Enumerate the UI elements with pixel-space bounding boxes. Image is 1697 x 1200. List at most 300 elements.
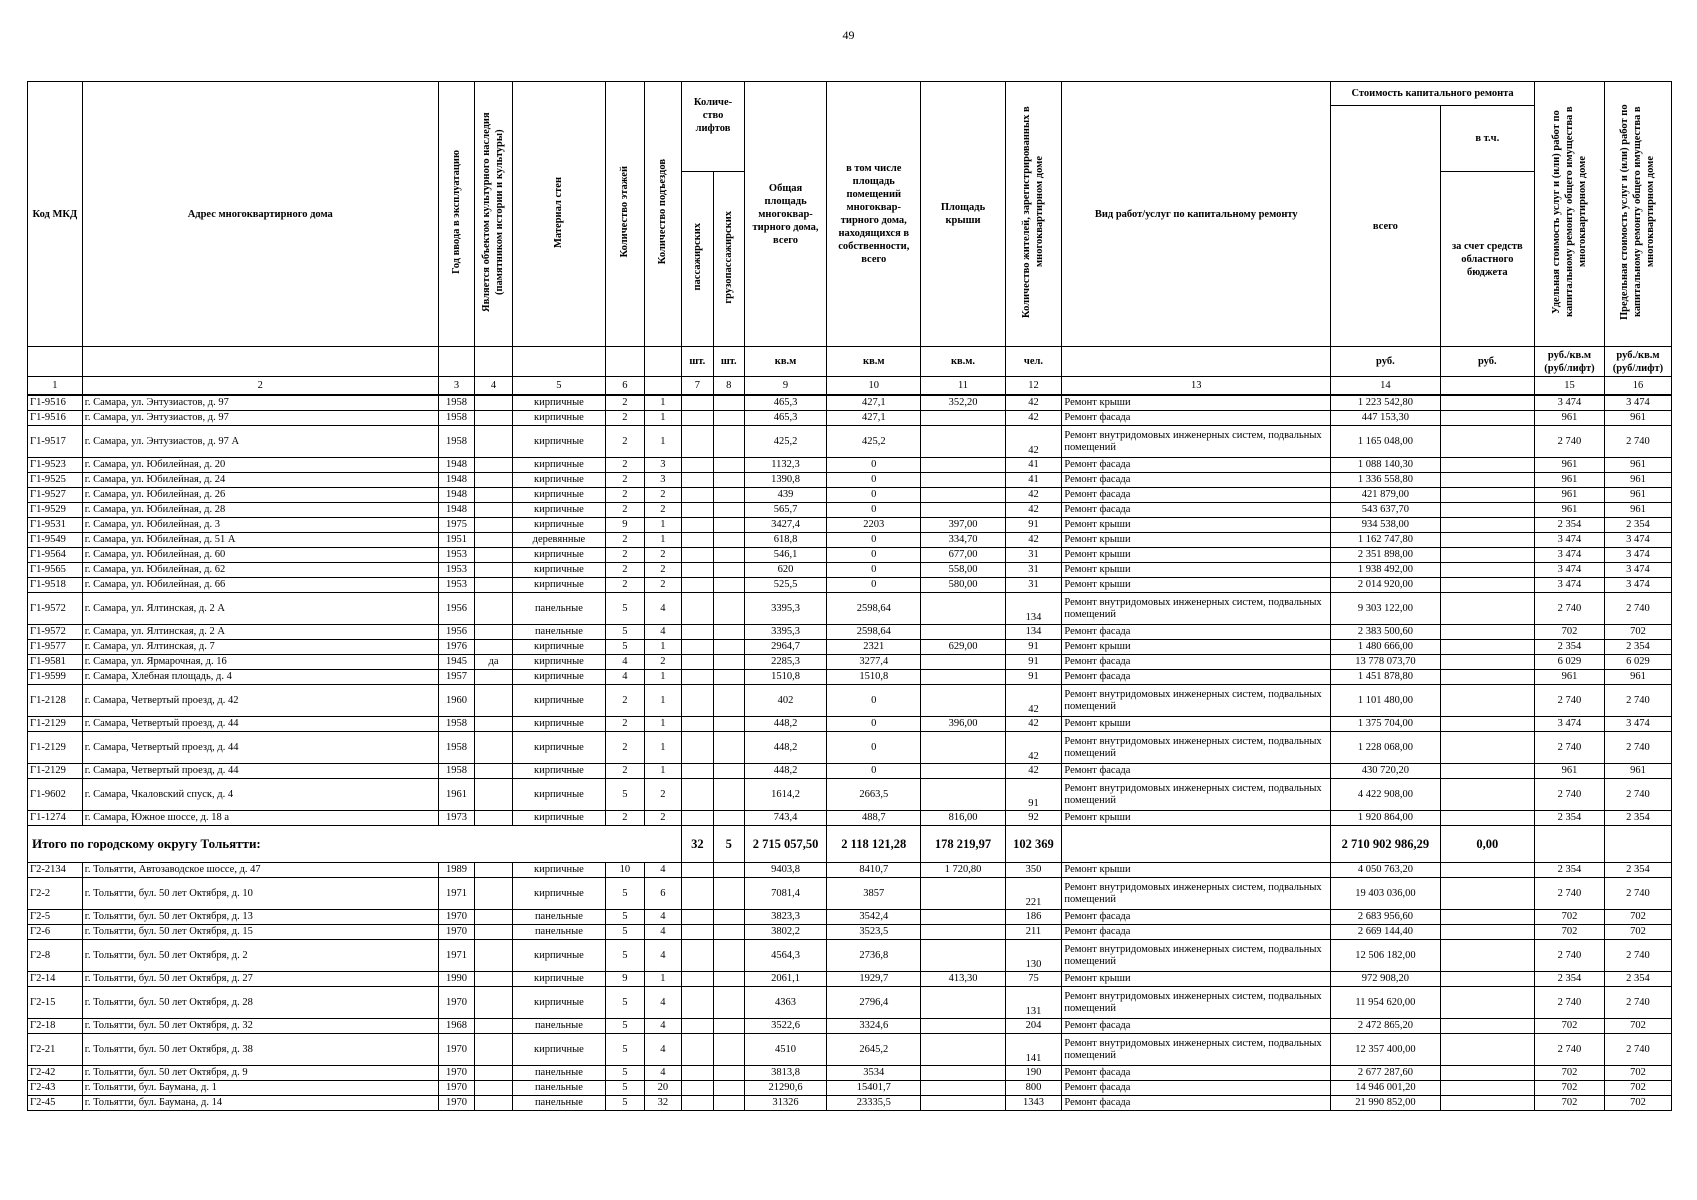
- cell-entrances: 6: [644, 878, 682, 910]
- cell-entrances: 4: [644, 625, 682, 640]
- cell-entrances: 2: [644, 655, 682, 670]
- cell-heritage: [475, 426, 513, 458]
- cell-regional: [1440, 779, 1534, 811]
- unit-pcs: шт.: [682, 347, 713, 377]
- cell-material: кирпичные: [512, 972, 605, 987]
- cell-floors: 2: [606, 685, 645, 717]
- cell-work: Ремонт фасада: [1062, 411, 1331, 426]
- cell-lifts-cargo: [713, 503, 744, 518]
- cell-residents: 190: [1005, 1066, 1062, 1081]
- cell-work: Ремонт крыши: [1062, 395, 1331, 411]
- cell-address: г. Самара, ул. Ярмарочная, д. 16: [82, 655, 438, 670]
- cell-cost: 1 336 558,80: [1331, 473, 1441, 488]
- cell-lifts-cargo: [713, 640, 744, 655]
- cell-unit-cost: 3 474: [1534, 578, 1604, 593]
- cell-code: Г2-18: [28, 1019, 83, 1034]
- cell-code: Г1-9518: [28, 578, 83, 593]
- cell-lifts-cargo: [713, 910, 744, 925]
- cell-entrances: 1: [644, 717, 682, 732]
- cell-heritage: [475, 685, 513, 717]
- total-residents: 102 369: [1005, 826, 1062, 863]
- cell-code: Г1-9525: [28, 473, 83, 488]
- cell-lifts-cargo: [713, 670, 744, 685]
- table-row: [28, 395, 1672, 411]
- cell-code: Г1-2129: [28, 764, 83, 779]
- cell-year: 1961: [438, 779, 475, 811]
- cell-lifts-cargo: [713, 625, 744, 640]
- cell-entrances: 2: [644, 578, 682, 593]
- cell-work: Ремонт фасада: [1062, 458, 1331, 473]
- cell-max-cost: 3 474: [1604, 548, 1671, 563]
- cell-material: кирпичные: [512, 670, 605, 685]
- cell-unit-cost: 3 474: [1534, 563, 1604, 578]
- cell-lifts-passenger: [682, 563, 713, 578]
- cell-lifts-passenger: [682, 593, 713, 625]
- cell-material: кирпичные: [512, 640, 605, 655]
- cell-regional: [1440, 411, 1534, 426]
- cell-roof-area: [921, 473, 1005, 488]
- cell-code: Г1-9602: [28, 779, 83, 811]
- cell-address: г. Самара, Чкаловский спуск, д. 4: [82, 779, 438, 811]
- table-row: [28, 563, 1672, 578]
- cell-work: Ремонт фасада: [1062, 503, 1331, 518]
- cell-floors: 5: [606, 910, 645, 925]
- cell-residents: 42: [1005, 503, 1062, 518]
- cell-floors: 5: [606, 1066, 645, 1081]
- cell-material: кирпичные: [512, 578, 605, 593]
- cell-max-cost: 6 029: [1604, 655, 1671, 670]
- cell-entrances: 4: [644, 940, 682, 972]
- unit-sqm: кв.м: [744, 347, 826, 377]
- cell-max-cost: 702: [1604, 925, 1671, 940]
- cell-cost: 1 228 068,00: [1331, 732, 1441, 764]
- cell-residents: 211: [1005, 925, 1062, 940]
- column-number: 13: [1062, 377, 1331, 396]
- cell-unit-cost: 702: [1534, 910, 1604, 925]
- cell-roof-area: [921, 910, 1005, 925]
- cell-material: кирпичные: [512, 732, 605, 764]
- cell-entrances: 3: [644, 458, 682, 473]
- cell-regional: [1440, 811, 1534, 826]
- table-row: [28, 1034, 1672, 1066]
- cell-heritage: [475, 863, 513, 878]
- cell-year: 1970: [438, 987, 475, 1019]
- cell-owned-area: 2598,64: [827, 625, 921, 640]
- cell-work: Ремонт внутридомовых инженерных систем, подвальных помещений: [1062, 940, 1331, 972]
- cell-regional: [1440, 1019, 1534, 1034]
- cell-entrances: 4: [644, 910, 682, 925]
- cell-lifts-passenger: [682, 685, 713, 717]
- cell-cost: 2 683 956,60: [1331, 910, 1441, 925]
- cell-address: г. Тольятти, бул. 50 лет Октября, д. 2: [82, 940, 438, 972]
- cell-lifts-cargo: [713, 458, 744, 473]
- cell-regional: [1440, 732, 1534, 764]
- cell-total-area: 3427,4: [744, 518, 826, 533]
- cell-total-area: 425,2: [744, 426, 826, 458]
- cell-work: Ремонт фасада: [1062, 1081, 1331, 1096]
- cell-floors: 5: [606, 1081, 645, 1096]
- cell-roof-area: 558,00: [921, 563, 1005, 578]
- unit-rub-sqm: руб./кв.м (руб/лифт): [1534, 347, 1604, 377]
- cell-lifts-passenger: [682, 533, 713, 548]
- cell-floors: 5: [606, 779, 645, 811]
- table-header: [28, 82, 1672, 396]
- cell-year: 1958: [438, 732, 475, 764]
- cell-cost: 9 303 122,00: [1331, 593, 1441, 625]
- cell-floors: 2: [606, 578, 645, 593]
- cell-roof-area: 396,00: [921, 717, 1005, 732]
- cell-total-area: 3395,3: [744, 625, 826, 640]
- cell-floors: 2: [606, 503, 645, 518]
- cell-lifts-cargo: [713, 1081, 744, 1096]
- cell-year: 1976: [438, 640, 475, 655]
- cell-regional: [1440, 925, 1534, 940]
- cell-floors: 5: [606, 640, 645, 655]
- cell-material: кирпичные: [512, 811, 605, 826]
- cell-entrances: 1: [644, 411, 682, 426]
- cell-total-area: 4564,3: [744, 940, 826, 972]
- cell-unit-cost: 2 354: [1534, 863, 1604, 878]
- column-number: 4: [475, 377, 513, 396]
- cell-entrances: 1: [644, 518, 682, 533]
- cell-floors: 2: [606, 488, 645, 503]
- cell-work: Ремонт фасада: [1062, 764, 1331, 779]
- cell-owned-area: 2796,4: [827, 987, 921, 1019]
- cell-owned-area: 0: [827, 578, 921, 593]
- cell-code: Г2-45: [28, 1096, 83, 1111]
- cell-heritage: да: [475, 655, 513, 670]
- cell-regional: [1440, 863, 1534, 878]
- cell-cost: 11 954 620,00: [1331, 987, 1441, 1019]
- cell-total-area: 465,3: [744, 395, 826, 411]
- cell-cost: 2 472 865,20: [1331, 1019, 1441, 1034]
- cell-work: Ремонт крыши: [1062, 863, 1331, 878]
- cell-code: Г2-2: [28, 878, 83, 910]
- cell-heritage: [475, 910, 513, 925]
- cell-year: 1971: [438, 940, 475, 972]
- cell-address: г. Тольятти, бул. 50 лет Октября, д. 13: [82, 910, 438, 925]
- cell-total-area: 620: [744, 563, 826, 578]
- cell-unit-cost: 702: [1534, 625, 1604, 640]
- cell-year: 1990: [438, 972, 475, 987]
- cell-lifts-passenger: [682, 473, 713, 488]
- cell-roof-area: [921, 670, 1005, 685]
- cell-max-cost: 3 474: [1604, 717, 1671, 732]
- cell-material: кирпичные: [512, 563, 605, 578]
- cell-address: г. Тольятти, Автозаводское шоссе, д. 47: [82, 863, 438, 878]
- cell-residents: 42: [1005, 685, 1062, 717]
- cell-floors: 5: [606, 1096, 645, 1111]
- cell-work: Ремонт фасада: [1062, 1096, 1331, 1111]
- cell-material: деревянные: [512, 533, 605, 548]
- cell-lifts-cargo: [713, 878, 744, 910]
- cell-residents: 204: [1005, 1019, 1062, 1034]
- cell-material: кирпичные: [512, 685, 605, 717]
- cell-regional: [1440, 395, 1534, 411]
- header-max-cost: Предельная стоимость услуг и (или) работ по капитальному ремонту общего имущества в многоквартирном доме: [1604, 82, 1671, 347]
- cell-material: панельные: [512, 910, 605, 925]
- column-number: 2: [82, 377, 438, 396]
- cell-address: г. Самара, Южное шоссе, д. 18 а: [82, 811, 438, 826]
- cell-work: Ремонт крыши: [1062, 640, 1331, 655]
- cell-floors: 5: [606, 1034, 645, 1066]
- cell-address: г. Тольятти, бул. 50 лет Октября, д. 9: [82, 1066, 438, 1081]
- cell-max-cost: 2 740: [1604, 426, 1671, 458]
- cell-entrances: 4: [644, 1019, 682, 1034]
- cell-material: панельные: [512, 593, 605, 625]
- header-floors: Количество этажей: [606, 82, 645, 347]
- unit-rub-sqm: руб./кв.м (руб/лифт): [1604, 347, 1671, 377]
- cell-floors: 2: [606, 717, 645, 732]
- table-row: [28, 458, 1672, 473]
- cell-max-cost: 961: [1604, 503, 1671, 518]
- cell-regional: [1440, 764, 1534, 779]
- cell-unit-cost: 6 029: [1534, 655, 1604, 670]
- cell-address: г. Самара, ул. Ялтинская, д. 2 А: [82, 593, 438, 625]
- cell-heritage: [475, 732, 513, 764]
- cell-lifts-passenger: [682, 625, 713, 640]
- cell-unit-cost: 702: [1534, 1066, 1604, 1081]
- cell-lifts-passenger: [682, 940, 713, 972]
- cell-code: Г1-9516: [28, 395, 83, 411]
- column-number: 6: [606, 377, 645, 396]
- cell-address: г. Самара, ул. Юбилейная, д. 3: [82, 518, 438, 533]
- cell-unit-cost: 961: [1534, 458, 1604, 473]
- cell-owned-area: 2203: [827, 518, 921, 533]
- cell-floors: 5: [606, 593, 645, 625]
- cell-work: Ремонт крыши: [1062, 533, 1331, 548]
- cell-cost: 12 506 182,00: [1331, 940, 1441, 972]
- cell-owned-area: 1510,8: [827, 670, 921, 685]
- cell-entrances: 1: [644, 732, 682, 764]
- header-material: Материал стен: [512, 82, 605, 347]
- table-row: [28, 972, 1672, 987]
- cell-regional: [1440, 1096, 1534, 1111]
- cell-owned-area: 8410,7: [827, 863, 921, 878]
- header-residents: Количество жителей, зарегистрированных в многоквартирном доме: [1005, 82, 1062, 347]
- header-heritage: Является объектом культурного наследия (памятником истории и культуры): [475, 82, 513, 347]
- cell-unit-cost: 961: [1534, 764, 1604, 779]
- total-lifts-cargo: 5: [713, 826, 744, 863]
- cell-heritage: [475, 411, 513, 426]
- cell-work: Ремонт внутридомовых инженерных систем, подвальных помещений: [1062, 779, 1331, 811]
- cell-roof-area: [921, 925, 1005, 940]
- total-regional: 0,00: [1440, 826, 1534, 863]
- column-number: 5: [512, 377, 605, 396]
- cell-year: 1960: [438, 685, 475, 717]
- cell-floors: 5: [606, 940, 645, 972]
- cell-heritage: [475, 670, 513, 685]
- table-row: [28, 811, 1672, 826]
- cell-entrances: 2: [644, 503, 682, 518]
- table-row: [28, 411, 1672, 426]
- total-area: 2 715 057,50: [744, 826, 826, 863]
- table-row: [28, 987, 1672, 1019]
- cell-entrances: 1: [644, 972, 682, 987]
- cell-residents: 42: [1005, 395, 1062, 411]
- cell-max-cost: 702: [1604, 910, 1671, 925]
- cell-owned-area: 0: [827, 473, 921, 488]
- cell-unit-cost: 2 354: [1534, 972, 1604, 987]
- cell-max-cost: 961: [1604, 458, 1671, 473]
- cell-cost: 4 050 763,20: [1331, 863, 1441, 878]
- cell-cost: 1 375 704,00: [1331, 717, 1441, 732]
- table-row: [28, 910, 1672, 925]
- cell-code: Г1-9517: [28, 426, 83, 458]
- cell-unit-cost: 702: [1534, 1019, 1604, 1034]
- cell-lifts-passenger: [682, 1081, 713, 1096]
- cell-residents: 41: [1005, 473, 1062, 488]
- cell-roof-area: 677,00: [921, 548, 1005, 563]
- cell-floors: 5: [606, 878, 645, 910]
- cell-material: кирпичные: [512, 488, 605, 503]
- cell-floors: 2: [606, 732, 645, 764]
- cell-roof-area: [921, 878, 1005, 910]
- cell-entrances: 4: [644, 1066, 682, 1081]
- cell-max-cost: 702: [1604, 1081, 1671, 1096]
- cell-total-area: 4510: [744, 1034, 826, 1066]
- cell-year: 1958: [438, 426, 475, 458]
- total-cost: 2 710 902 986,29: [1331, 826, 1441, 863]
- cell-cost: 1 088 140,30: [1331, 458, 1441, 473]
- cell-regional: [1440, 548, 1534, 563]
- cell-floors: 10: [606, 863, 645, 878]
- cell-residents: 134: [1005, 593, 1062, 625]
- column-number: 11: [921, 377, 1005, 396]
- cell-total-area: 402: [744, 685, 826, 717]
- cell-total-area: 3823,3: [744, 910, 826, 925]
- cell-code: Г2-43: [28, 1081, 83, 1096]
- cell-lifts-cargo: [713, 533, 744, 548]
- cell-heritage: [475, 593, 513, 625]
- cell-residents: 221: [1005, 878, 1062, 910]
- cell-lifts-cargo: [713, 488, 744, 503]
- cell-unit-cost: 2 740: [1534, 593, 1604, 625]
- header-cost-total: всего: [1331, 106, 1441, 347]
- cell-year: 1956: [438, 625, 475, 640]
- cell-unit-cost: 3 474: [1534, 533, 1604, 548]
- cell-code: Г2-42: [28, 1066, 83, 1081]
- cell-residents: 92: [1005, 811, 1062, 826]
- cell-code: Г1-2128: [28, 685, 83, 717]
- cell-regional: [1440, 1034, 1534, 1066]
- cell-heritage: [475, 533, 513, 548]
- header-entrances: Количество подъездов: [644, 82, 682, 347]
- cell-max-cost: 961: [1604, 670, 1671, 685]
- cell-code: Г1-9599: [28, 670, 83, 685]
- cell-max-cost: 2 740: [1604, 685, 1671, 717]
- cell-owned-area: 3542,4: [827, 910, 921, 925]
- cell-lifts-passenger: [682, 503, 713, 518]
- cell-material: панельные: [512, 1066, 605, 1081]
- cell-work: Ремонт фасада: [1062, 910, 1331, 925]
- cell-year: 1973: [438, 811, 475, 826]
- cell-entrances: 1: [644, 640, 682, 655]
- cell-owned-area: 1929,7: [827, 972, 921, 987]
- column-number: 14: [1331, 377, 1441, 396]
- cell-roof-area: 413,30: [921, 972, 1005, 987]
- cell-work: Ремонт фасада: [1062, 670, 1331, 685]
- cell-residents: 91: [1005, 655, 1062, 670]
- cell-total-area: 4363: [744, 987, 826, 1019]
- cell-material: кирпичные: [512, 717, 605, 732]
- cell-regional: [1440, 518, 1534, 533]
- table-row: [28, 578, 1672, 593]
- cell-lifts-passenger: [682, 1066, 713, 1081]
- cell-lifts-cargo: [713, 548, 744, 563]
- cell-entrances: 1: [644, 395, 682, 411]
- cell-year: 1957: [438, 670, 475, 685]
- cell-owned-area: 0: [827, 488, 921, 503]
- cell-regional: [1440, 426, 1534, 458]
- table-row: [28, 533, 1672, 548]
- cell-lifts-passenger: [682, 1019, 713, 1034]
- cell-regional: [1440, 878, 1534, 910]
- cell-floors: 5: [606, 925, 645, 940]
- cell-max-cost: 702: [1604, 1066, 1671, 1081]
- cell-unit-cost: 702: [1534, 1081, 1604, 1096]
- cell-lifts-cargo: [713, 863, 744, 878]
- cell-total-area: 1614,2: [744, 779, 826, 811]
- cell-year: 1971: [438, 878, 475, 910]
- header-work: Вид работ/услуг по капитальному ремонту: [1062, 82, 1331, 347]
- cell-heritage: [475, 779, 513, 811]
- cell-owned-area: 3523,5: [827, 925, 921, 940]
- cell-entrances: 1: [644, 670, 682, 685]
- table-row: [28, 670, 1672, 685]
- cell-floors: 4: [606, 655, 645, 670]
- cell-total-area: 2964,7: [744, 640, 826, 655]
- cell-work: Ремонт внутридомовых инженерных систем, подвальных помещений: [1062, 685, 1331, 717]
- cell-total-area: 743,4: [744, 811, 826, 826]
- cell-year: 1948: [438, 488, 475, 503]
- cell-roof-area: [921, 503, 1005, 518]
- cell-heritage: [475, 972, 513, 987]
- cell-heritage: [475, 1096, 513, 1111]
- cell-code: Г2-5: [28, 910, 83, 925]
- cell-lifts-cargo: [713, 925, 744, 940]
- cell-unit-cost: 2 740: [1534, 878, 1604, 910]
- cell-cost: 1 162 747,80: [1331, 533, 1441, 548]
- cell-year: 1975: [438, 518, 475, 533]
- cell-total-area: 21290,6: [744, 1081, 826, 1096]
- cell-year: 1951: [438, 533, 475, 548]
- unit-pcs: шт.: [713, 347, 744, 377]
- cell-heritage: [475, 578, 513, 593]
- table-row: [28, 940, 1672, 972]
- cell-total-area: 31326: [744, 1096, 826, 1111]
- cell-heritage: [475, 1081, 513, 1096]
- cell-max-cost: 3 474: [1604, 578, 1671, 593]
- cell-total-area: 565,7: [744, 503, 826, 518]
- cell-floors: 2: [606, 473, 645, 488]
- cell-residents: 42: [1005, 533, 1062, 548]
- cell-floors: 2: [606, 563, 645, 578]
- cell-roof-area: [921, 458, 1005, 473]
- cell-code: Г1-9516: [28, 411, 83, 426]
- column-numbers-row: [28, 377, 1672, 396]
- cell-code: Г1-9581: [28, 655, 83, 670]
- cell-owned-area: 427,1: [827, 395, 921, 411]
- cell-unit-cost: 3 474: [1534, 395, 1604, 411]
- cell-cost: 21 990 852,00: [1331, 1096, 1441, 1111]
- cell-lifts-passenger: [682, 972, 713, 987]
- cell-year: 1948: [438, 458, 475, 473]
- cell-heritage: [475, 764, 513, 779]
- cell-work: Ремонт крыши: [1062, 972, 1331, 987]
- cell-lifts-cargo: [713, 1019, 744, 1034]
- cell-lifts-cargo: [713, 1066, 744, 1081]
